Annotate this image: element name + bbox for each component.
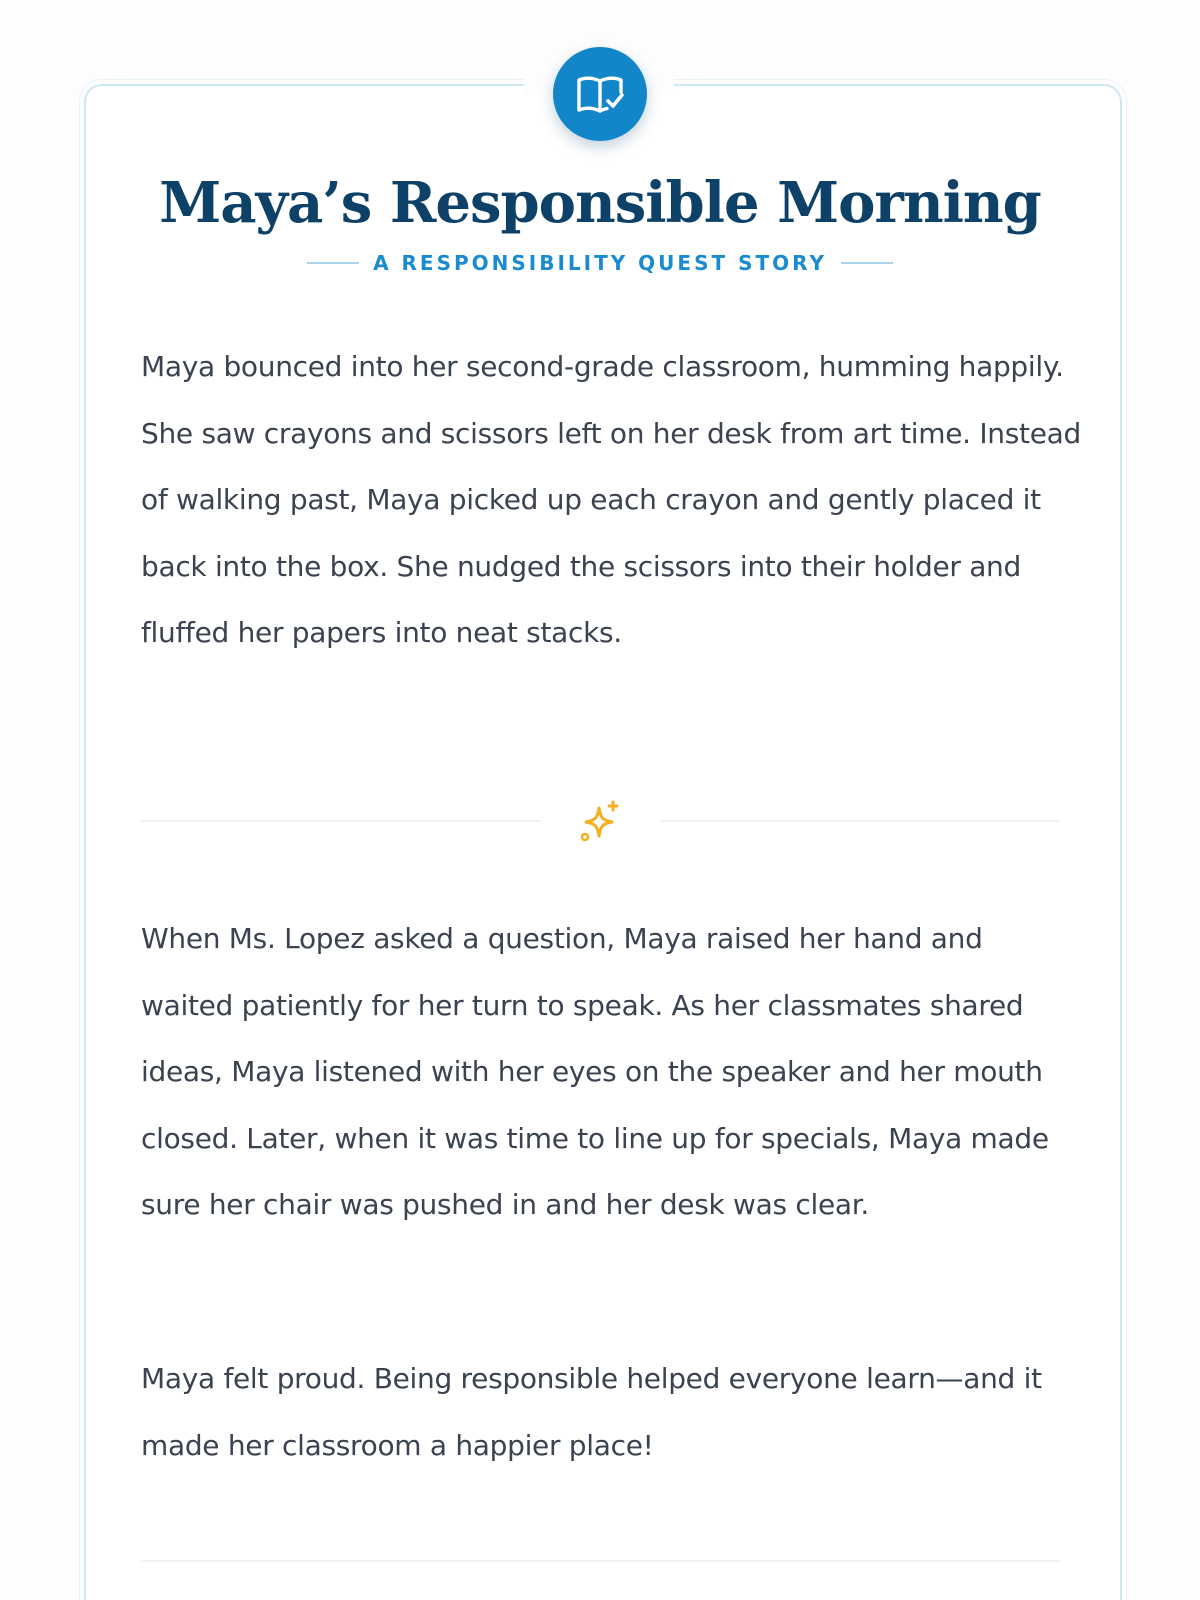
sparkle-icon (578, 799, 624, 845)
story-paragraph: Maya felt proud. Being responsible helped everyone learn—and it made her classroom a happier place! (141, 1362, 1042, 1462)
story-paragraph: When Ms. Lopez asked a question, Maya raised her hand and waited patiently for her turn to speak. As her classmates shared ideas, Maya listened with her eyes on the speaker and her mouth closed. Later, when it was time to line up for specials, Maya made sure her chair was pushed in and her desk was clear. (141, 922, 1049, 1221)
story-emblem (553, 47, 647, 141)
story-title: Maya’s Responsible Morning (159, 170, 1041, 236)
story-subtitle-row (100, 248, 1100, 278)
section-divider (141, 1560, 1060, 1562)
divider-line-right (660, 820, 1060, 822)
subtitle-rule-right (841, 262, 893, 264)
subtitle-rule-left (307, 262, 359, 264)
story-paragraph: Maya bounced into her second-grade classroom, humming happily. She saw crayons and scissors left on her desk from art time. Instead of walking past, Maya picked up each crayon and gently placed it back into the box. She nudged the scissors into their holder and fluffed her papers into neat stacks. (141, 350, 1081, 649)
book-check-icon (574, 71, 626, 117)
divider-line-left (141, 820, 541, 822)
story-subtitle: A RESPONSIBILITY QUEST STORY (373, 251, 827, 275)
